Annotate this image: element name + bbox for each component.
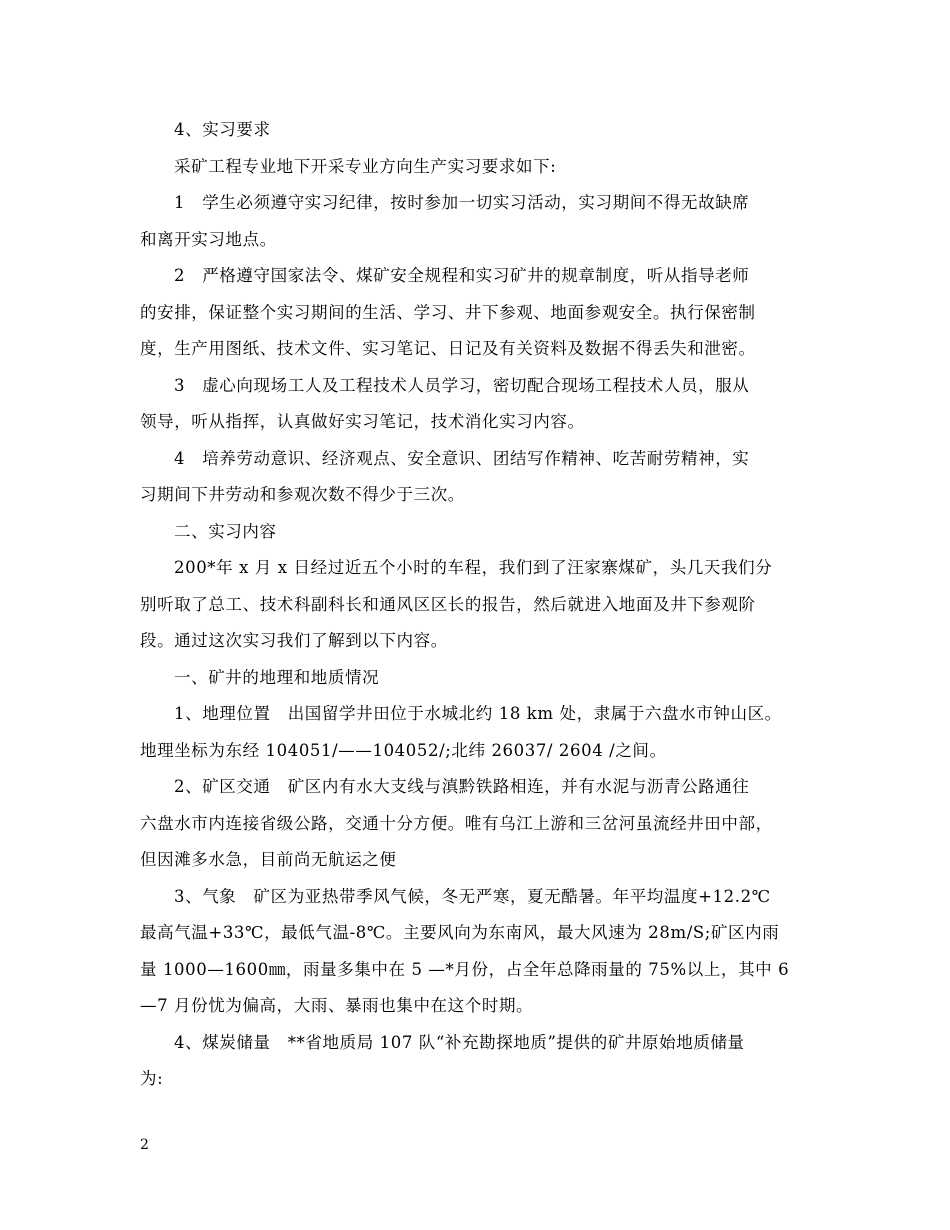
paragraph-line: 2、矿区交通 矿区内有水大支线与滇黔铁路相连，并有水泥与沥青公路通往 xyxy=(174,777,750,796)
paragraph-line: 地理坐标为东经 104051/——104052/;北纬 26037/ 2604 /之间。 xyxy=(140,740,667,760)
paragraph-line: 和离开实习地点。 xyxy=(140,229,277,249)
paragraph-line: 2 严格遵守国家法令、煤矿安全规程和实习矿井的规章制度，听从指导老师 xyxy=(174,266,750,285)
paragraph-line: 量 1000—1600㎜，雨量多集中在 5 —*月份，占全年总降雨量的 75%以上，其中 6 xyxy=(140,959,790,979)
paragraph-line: 4、煤炭储量 **省地质局 107 队“补充勘探地质”提供的矿井原始地质储量 xyxy=(174,1032,745,1052)
paragraph-line: 别听取了总工、技术科副科长和通风区区长的报告，然后就进入地面及井下参观阶 xyxy=(140,594,756,614)
paragraph-line: 习期间下井劳动和参观次数不得少于三次。 xyxy=(140,485,465,504)
paragraph-line: 领导，听从指挥，认真做好实习笔记，技术消化实习内容。 xyxy=(140,412,585,431)
paragraph-line: 4 培养劳动意识、经济观点、安全意识、团结写作精神、吃苦耐劳精神，实 xyxy=(174,448,750,468)
document-body xyxy=(140,112,812,1098)
paragraph-line: 200*年 x 月 x 日经过近五个小时的车程，我们到了汪家寨煤矿，头几天我们分 xyxy=(174,558,773,577)
section-heading-content: 二、实习内容 xyxy=(174,521,277,541)
paragraph-line: 的安排，保证整个实习期间的生活、学习、井下参观、地面参观安全。执行保密制 xyxy=(140,302,756,322)
page-number: 2 xyxy=(140,1137,149,1153)
paragraph-line: 采矿工程专业地下开采专业方向生产实习要求如下: xyxy=(174,156,557,176)
paragraph-line: 为: xyxy=(140,1069,164,1088)
paragraph-line: 1 学生必须遵守实习纪律，按时参加一切实习活动，实习期间不得无故缺席 xyxy=(174,193,750,212)
paragraph-line: —7 月份忧为偏高，大雨、暴雨也集中在这个时期。 xyxy=(140,996,534,1015)
paragraph-line: 但因滩多水急，目前尚无航运之便 xyxy=(140,850,397,869)
paragraph-line: 3 虚心向现场工人及工程技术人员学习，密切配合现场工程技术人员，服从 xyxy=(174,375,750,395)
paragraph-line: 1、地理位置 出国留学井田位于水城北约 18 km 处，隶属于六盘水市钟山区。 xyxy=(174,704,782,723)
paragraph-line: 3、气象 矿区为亚热带季风气候，冬无严寒，夏无酷暑。年平均温度+12.2℃ xyxy=(174,886,771,906)
paragraph-line: 最高气温+33℃，最低气温-8℃。主要风向为东南风，最大风速为 28m/S;矿区内雨 xyxy=(140,923,780,942)
section-heading-geology: 一、矿井的地理和地质情况 xyxy=(174,667,380,687)
paragraph-line: 六盘水市内连接省级公路，交通十分方便。唯有乌江上游和三岔河虽流经井田中部， xyxy=(140,813,773,833)
section-heading-requirements: 4、实习要求 xyxy=(174,120,271,139)
paragraph-line: 度，生产用图纸、技术文件、实习笔记、日记及有关资料及数据不得丢失和泄密。 xyxy=(140,339,756,358)
paragraph-line: 段。通过这次实习我们了解到以下内容。 xyxy=(140,631,448,650)
